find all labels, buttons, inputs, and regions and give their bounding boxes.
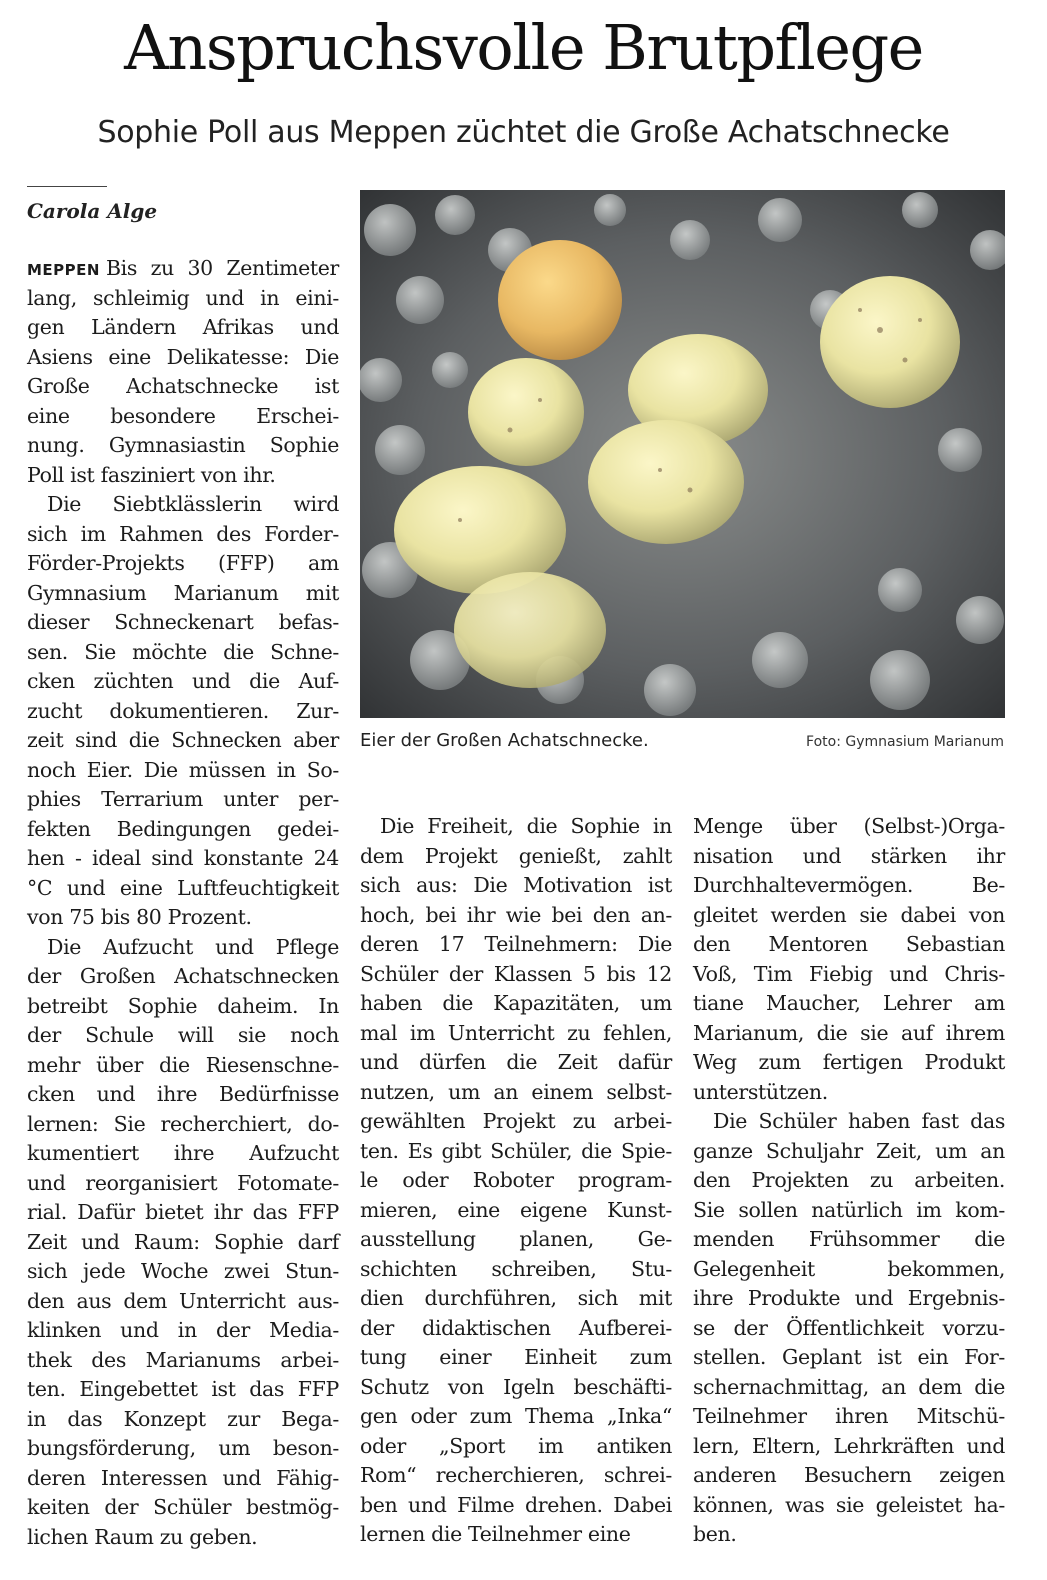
text-line: mehr über die Riesenschne- — [27, 1052, 339, 1077]
text-line: oder „Sport im antiken — [360, 1433, 672, 1458]
text-line: menden Frühsommer die — [693, 1227, 1005, 1251]
text-line: hoch, bei ihr wie bei den an- — [360, 902, 672, 927]
text-line: cken züchten und die Auf- — [27, 669, 339, 693]
text-line: gen oder zum Thema „Inka“ — [360, 1404, 672, 1428]
text-line: Die Aufzucht und Pflege — [47, 934, 339, 959]
text-line: Schutz von Igeln beschäfti- — [360, 1374, 672, 1399]
photo-credit: Foto: Gymnasium Marianum — [806, 734, 1004, 750]
text-line: Große Achatschnecke ist — [27, 374, 339, 398]
text-line: zeit sind die Schnecken aber — [27, 728, 339, 752]
text-line: können, was sie geleistet ha- — [693, 1492, 1005, 1517]
photo-caption: Eier der Großen Achatschnecke. — [360, 730, 649, 751]
text-line: von 75 bis 80 Prozent. — [27, 905, 252, 929]
text-line: hen - ideal sind konstante 24 — [27, 846, 339, 870]
text-line: ausstellung planen, Ge- — [360, 1227, 672, 1251]
text-line-content: Bis zu 30 Zentimeter — [105, 256, 339, 280]
text-line: Weg zum fertigen Produkt — [693, 1050, 1005, 1074]
text-line: Voß, Tim Fiebig und Chris- — [693, 961, 1005, 986]
text-line: gen Ländern Afrikas und — [27, 315, 339, 339]
text-line: thek des Marianums arbei- — [27, 1347, 339, 1372]
text-line: nutzen, um an einem selbst- — [360, 1079, 672, 1104]
text-line — [27, 254, 339, 284]
text-line: gewählten Projekt zu arbei- — [360, 1109, 672, 1133]
text-line: ihre Produkte und Ergebnis- — [693, 1286, 1005, 1310]
text-line: °C und eine Luftfeuchtigkeit — [27, 875, 339, 900]
text-line: deren 17 Teilnehmern: Die — [360, 932, 672, 956]
text-line: ben. — [693, 1522, 737, 1546]
text-line: rial. Dafür bietet ihr das FFP — [27, 1200, 339, 1224]
text-line: dien durchführen, sich mit — [360, 1286, 672, 1310]
text-line: der Schule will sie noch — [27, 1023, 339, 1047]
text-line: der didaktischen Aufberei- — [360, 1315, 672, 1340]
text-line: cken und ihre Bedürfnisse — [27, 1082, 339, 1106]
text-line: fekten Bedingungen gedei- — [27, 816, 339, 841]
text-line: den aus dem Unterricht aus- — [27, 1288, 339, 1313]
text-line: noch Eier. Die müssen in So- — [27, 757, 339, 782]
text-line: Zeit und Raum: Sophie darf — [27, 1229, 339, 1254]
text-line: sich jede Woche zwei Stun- — [27, 1259, 339, 1283]
article-column-2 — [360, 812, 672, 1550]
text-line: eine besondere Erschei- — [27, 403, 339, 428]
headline: Anspruchsvolle Brutpflege — [124, 11, 923, 84]
text-line: mieren, eine eigene Kunst- — [360, 1197, 672, 1222]
text-line: der Großen Achatschnecken — [27, 964, 339, 988]
text-line: und dürfen die Zeit dafür — [360, 1050, 672, 1074]
text-line: Die Freiheit, die Sophie in — [380, 814, 672, 838]
text-line: gleitet werden sie dabei von — [693, 902, 1005, 927]
text-line: den Mentoren Sebastian — [693, 932, 1005, 956]
text-line: Die Schüler haben fast das — [713, 1109, 1005, 1133]
text-line: lichen Raum zu geben. — [27, 1524, 258, 1549]
text-line: Gelegenheit bekommen, — [693, 1256, 1005, 1281]
text-line: schichten schreiben, Stu- — [360, 1256, 672, 1281]
text-line: tiane Maucher, Lehrer am — [693, 991, 1005, 1015]
text-line: ten. Eingebettet ist das FFP — [27, 1377, 339, 1401]
article-column-3 — [693, 812, 1005, 1550]
text-line: lang, schleimig und in eini- — [27, 285, 339, 310]
text-line: lernen die Teilnehmer eine — [360, 1522, 631, 1546]
text-line: tung einer Einheit zum — [360, 1345, 672, 1369]
text-line: Sie sollen natürlich im kom- — [693, 1197, 1005, 1222]
text-line: Schüler der Klassen 5 bis 12 — [360, 961, 672, 986]
author-rule — [27, 186, 107, 187]
text-line: Rom“ recherchieren, schrei- — [360, 1463, 672, 1487]
text-line: bungsförderung, um beson- — [27, 1436, 339, 1460]
text-line: sen. Sie möchte die Schne- — [27, 639, 339, 664]
text-line: phies Terrarium unter per- — [27, 787, 339, 811]
text-line: haben die Kapazitäten, um — [360, 991, 672, 1015]
snail-eggs-photo — [360, 190, 1005, 718]
text-line: ten. Es gibt Schüler, die Spie- — [360, 1138, 672, 1163]
text-line: nisation und stärken ihr — [693, 843, 1005, 868]
text-line: anderen Besuchern zeigen — [693, 1463, 1005, 1487]
text-line: Durchhaltevermögen. Be- — [693, 873, 1005, 897]
text-line: betreibt Sophie daheim. In — [27, 993, 339, 1018]
text-line: Förder-Projekts (FFP) am — [27, 551, 339, 575]
text-line: ben und Filme drehen. Dabei — [360, 1492, 672, 1517]
text-line: Marianum, die sie auf ihrem — [693, 1020, 1005, 1045]
author-byline: Carola Alge — [27, 199, 158, 223]
text-line: klinken und in der Media- — [27, 1318, 339, 1342]
text-line: keiten der Schüler bestmög- — [27, 1495, 339, 1519]
text-line: le oder Roboter program- — [360, 1168, 672, 1192]
text-line: in das Konzept zur Bega- — [27, 1406, 339, 1431]
text-line: sich aus: Die Motivation ist — [360, 873, 672, 897]
text-line: schernachmittag, an dem die — [693, 1374, 1005, 1399]
text-line: Gymnasium Marianum mit — [27, 580, 339, 605]
text-line: dieser Schneckenart befas- — [27, 610, 339, 634]
article-column-1 — [27, 254, 339, 1552]
text-line: stellen. Geplant ist ein For- — [693, 1345, 1005, 1369]
text-line: lernen: Sie recherchiert, do- — [27, 1111, 339, 1136]
dateline: MEPPEN — [27, 261, 100, 279]
text-line: sich im Rahmen des Forder- — [27, 521, 339, 546]
text-line: und reorganisiert Fotomate- — [27, 1170, 339, 1195]
text-line: Poll ist fasziniert von ihr. — [27, 462, 276, 487]
text-line: unterstützen. — [693, 1079, 828, 1104]
text-line: Menge über (Selbst-)Orga- — [693, 814, 1005, 838]
subheadline: Sophie Poll aus Meppen züchtet die Große Achatschnecke — [97, 115, 950, 150]
text-line: mal im Unterricht zu fehlen, — [360, 1020, 672, 1045]
text-line: se der Öffentlichkeit vorzu- — [693, 1315, 1005, 1340]
text-line: dem Projekt genießt, zahlt — [360, 843, 672, 868]
text-line: ganze Schuljahr Zeit, um an — [693, 1138, 1005, 1163]
text-line: deren Interessen und Fähig- — [27, 1465, 339, 1490]
text-line: Teilnehmer ihren Mitschü- — [693, 1404, 1005, 1428]
text-line: Die Siebtklässlerin wird — [47, 492, 339, 516]
text-line: den Projekten zu arbeiten. — [693, 1168, 1005, 1192]
text-line: lern, Eltern, Lehrkräften und — [693, 1433, 1005, 1458]
text-line: nung. Gymnasiastin Sophie — [27, 433, 339, 457]
text-line: Asiens eine Delikatesse: Die — [27, 344, 339, 369]
text-line: kumentiert ihre Aufzucht — [27, 1141, 339, 1165]
text-line: zucht dokumentieren. Zur- — [27, 698, 339, 723]
